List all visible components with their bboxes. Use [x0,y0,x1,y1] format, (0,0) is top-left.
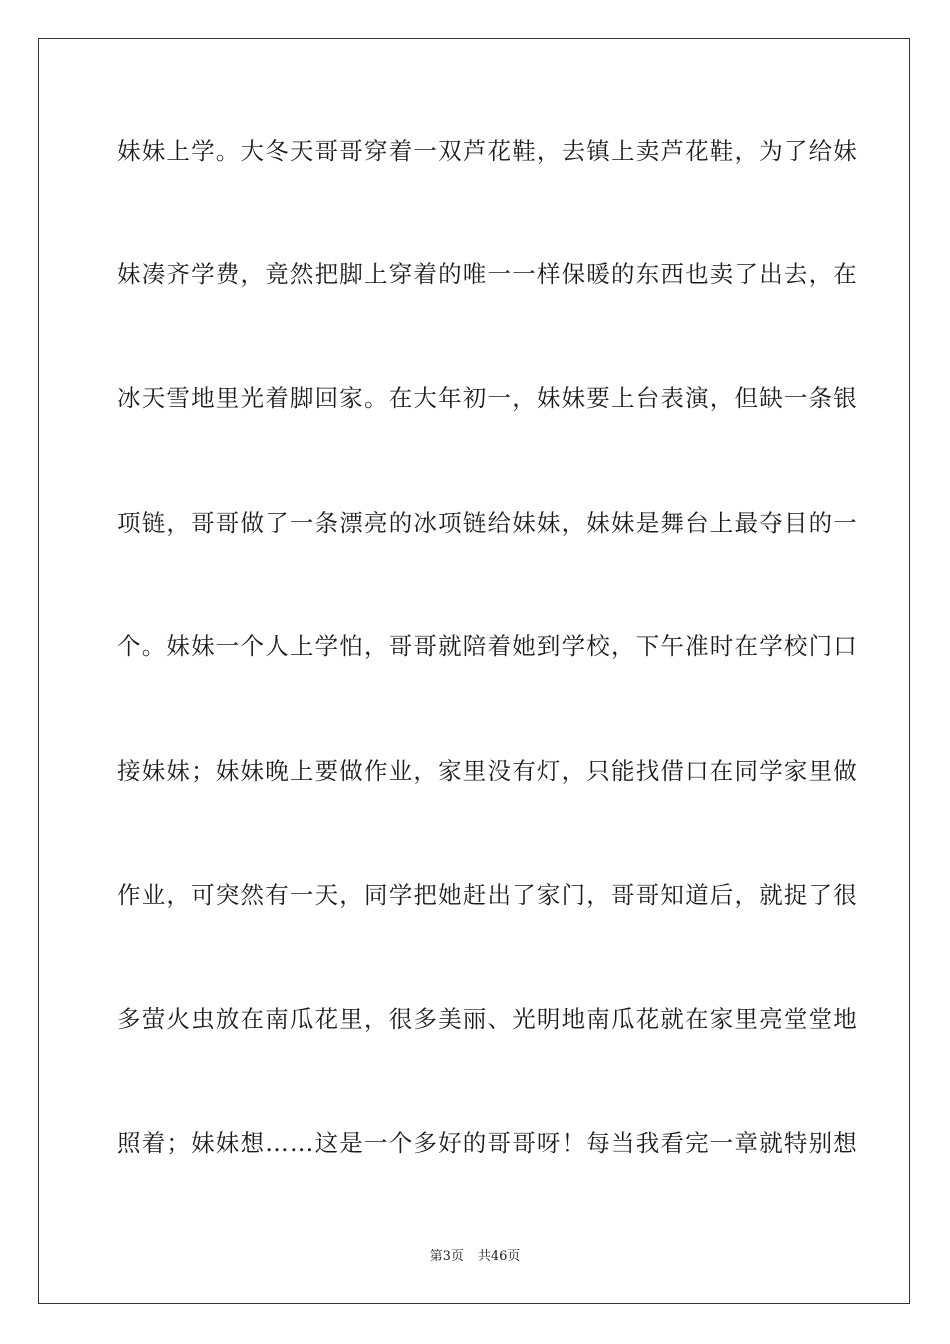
text-line: 妹凑齐学费，竟然把脚上穿着的唯一一样保暖的东西也卖了出去，在 [117,260,858,288]
text-line: 多萤火虫放在南瓜花里，很多美丽、光明地南瓜花就在家里亮堂堂地 [117,1005,858,1033]
text-line: 项链，哥哥做了一条漂亮的冰项链给妹妹，妹妹是舞台上最夺目的一 [117,509,858,537]
page-total: 共46页 [477,1249,521,1264]
text-line: 冰天雪地里光着脚回家。在大年初一，妹妹要上台表演，但缺一条银 [117,384,858,412]
text-line: 作业，可突然有一天，同学把她赶出了家门，哥哥知道后，就捉了很 [117,881,858,909]
page-border [38,38,910,1304]
text-line: 照着；妹妹想……这是一个多好的哥哥呀！每当我看完一章就特别想 [117,1129,858,1157]
text-line: 接妹妹；妹妹晚上要做作业，家里没有灯，只能找借口在同学家里做 [117,757,858,785]
text-line: 个。妹妹一个人上学怕，哥哥就陪着她到学校，下午准时在学校门口 [117,632,858,660]
page-number: 第3页 [429,1249,464,1264]
page-footer [0,1248,950,1266]
text-line: 妹妹上学。大冬天哥哥穿着一双芦花鞋，去镇上卖芦花鞋，为了给妹 [117,137,858,165]
